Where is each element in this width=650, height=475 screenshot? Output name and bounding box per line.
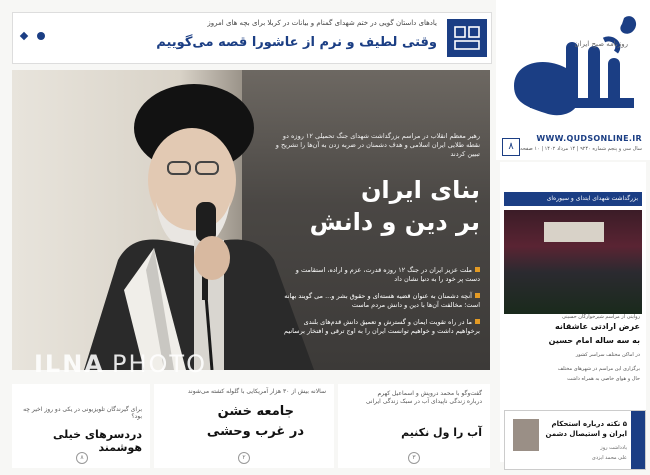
decorative-pattern-icon (19, 27, 49, 47)
bottom-story-2[interactable] (154, 384, 334, 468)
opinion-byline: علی محمد ایزدی (591, 455, 627, 461)
caption-line: روایتی از مراسم شیرخوارگان حسینی (561, 314, 640, 320)
stage-backdrop (544, 222, 604, 242)
issue-number: ۸ (502, 138, 520, 156)
story-kicker: گفت‌وگو با محمد درویش و اسماعیل کهرم درباره زندگی ناپیدای آب در سبک زندگی ایرانی (365, 390, 482, 405)
top-banner-headline[interactable]: وقتی لطیف و نرم از عاشورا قصه می‌گوییم (156, 35, 437, 50)
masthead-logo (504, 8, 644, 126)
bullet-dot-icon (475, 293, 480, 298)
story-title[interactable]: دردسرهای خیلی هوشمند (53, 428, 142, 454)
opinion-box[interactable] (504, 410, 646, 470)
caption-title[interactable]: عرض ارادتی عاشقانه (554, 322, 640, 331)
opinion-sub: یادداشت روز (600, 445, 627, 451)
hero-bullet-text: آنچه دشمنان به عنوان قضیه هسته‌ای و حقوق بشر و... می گویند بهانه است؛ مخالفت آن‌ها با دین و دانش مردم ماست (284, 292, 480, 309)
hero-bullet-text: ما در راه تقویت ایمان و گسترش و تعمیق دانش قدم‌های بلندی برخواهیم داشت و خواهیم توانست ایران را به اوج ترقی و افتخار برسانیم (284, 318, 480, 335)
page-number: ۳ (408, 452, 420, 464)
caption-line: در اماکن مختلف سراسر کشور (575, 352, 640, 358)
masthead-subtitle: روزنامه صبح ایران (574, 40, 628, 48)
masthead-title (496, 0, 498, 1)
hero-headline-line2[interactable]: بر دین و دانش (309, 208, 480, 236)
watermark-ilna: ILNA (34, 350, 105, 378)
bullet-dot-icon (475, 267, 480, 272)
hero-bullet-text: ملت عزیز ایران در جنگ ۱۲ روزه قدرت، عزم و اراده، استقامت و دست پر خود را به دنیا نشان داد (295, 266, 480, 283)
author-photo (513, 419, 539, 451)
ceremony-photo (504, 210, 642, 314)
section-logo-icon (447, 19, 487, 57)
right-column-header: بزرگداشت شهدای ابتدای و سیوره‌ای (504, 192, 642, 206)
watermark-photo: PHOTO (112, 350, 207, 378)
bottom-story-3[interactable] (338, 384, 490, 468)
hero-bullet (280, 318, 480, 336)
opinion-tag (631, 411, 645, 469)
story-kicker: سالانه بیش از ۳۰ هزار آمریکایی با گلوله کشته می‌شوند (187, 388, 326, 395)
page-number: ۲ (238, 452, 250, 464)
site-url[interactable]: WWW.QUDSONLINE.IR (536, 134, 642, 143)
bullet-dot-icon (475, 319, 480, 324)
page-number: ۸ (76, 452, 88, 464)
hero-bullet (280, 292, 480, 310)
hero-bullet (280, 266, 480, 284)
caption-title-2[interactable]: به سه ساله امام حسین (548, 336, 640, 345)
top-banner[interactable] (12, 12, 492, 64)
issue-line: سال سی و پنجم شماره ۹۲۴۰ | ۱۴ مرداد ۱۴۰۲ | ۱۰ صفحه (520, 146, 642, 152)
hero-headline-line1[interactable]: بنای ایران (360, 176, 480, 204)
top-banner-kicker: یادهای داستان گویی در ختم شهدای گمنام و بیانات در کربلا برای بچه های امروز (207, 19, 437, 27)
side-text: حال و هوای خاصی به همراه داشت (567, 376, 640, 382)
hero-story[interactable] (12, 70, 490, 370)
bottom-story-1[interactable] (12, 384, 150, 468)
hero-intro: رهبر معظم انقلاب در مراسم بزرگداشت شهدای جنگ تحمیلی ۱۲ روزه دو نقطه طلایی ایران اسلامی و هدف دشمنان در ضربه زدن به آن‌ها را تشریح و تبیین کردند (275, 132, 480, 158)
story-title[interactable]: آب را ول نکنیم (401, 426, 482, 439)
opinion-title[interactable]: ۵ نکته درباره استحکام ایران و استیصال دشمن (545, 420, 627, 438)
side-text: برگزاری این مراسم در شهرهای مختلف (557, 366, 640, 372)
story-title[interactable]: جامعه خشن (217, 404, 294, 419)
story-kicker: برای گیرندگان تلویزیونی در یکی دو روز اخیر چه بود؟ (23, 406, 142, 420)
story-title-2[interactable]: در غرب وحشی (206, 424, 304, 439)
masthead (496, 0, 650, 160)
